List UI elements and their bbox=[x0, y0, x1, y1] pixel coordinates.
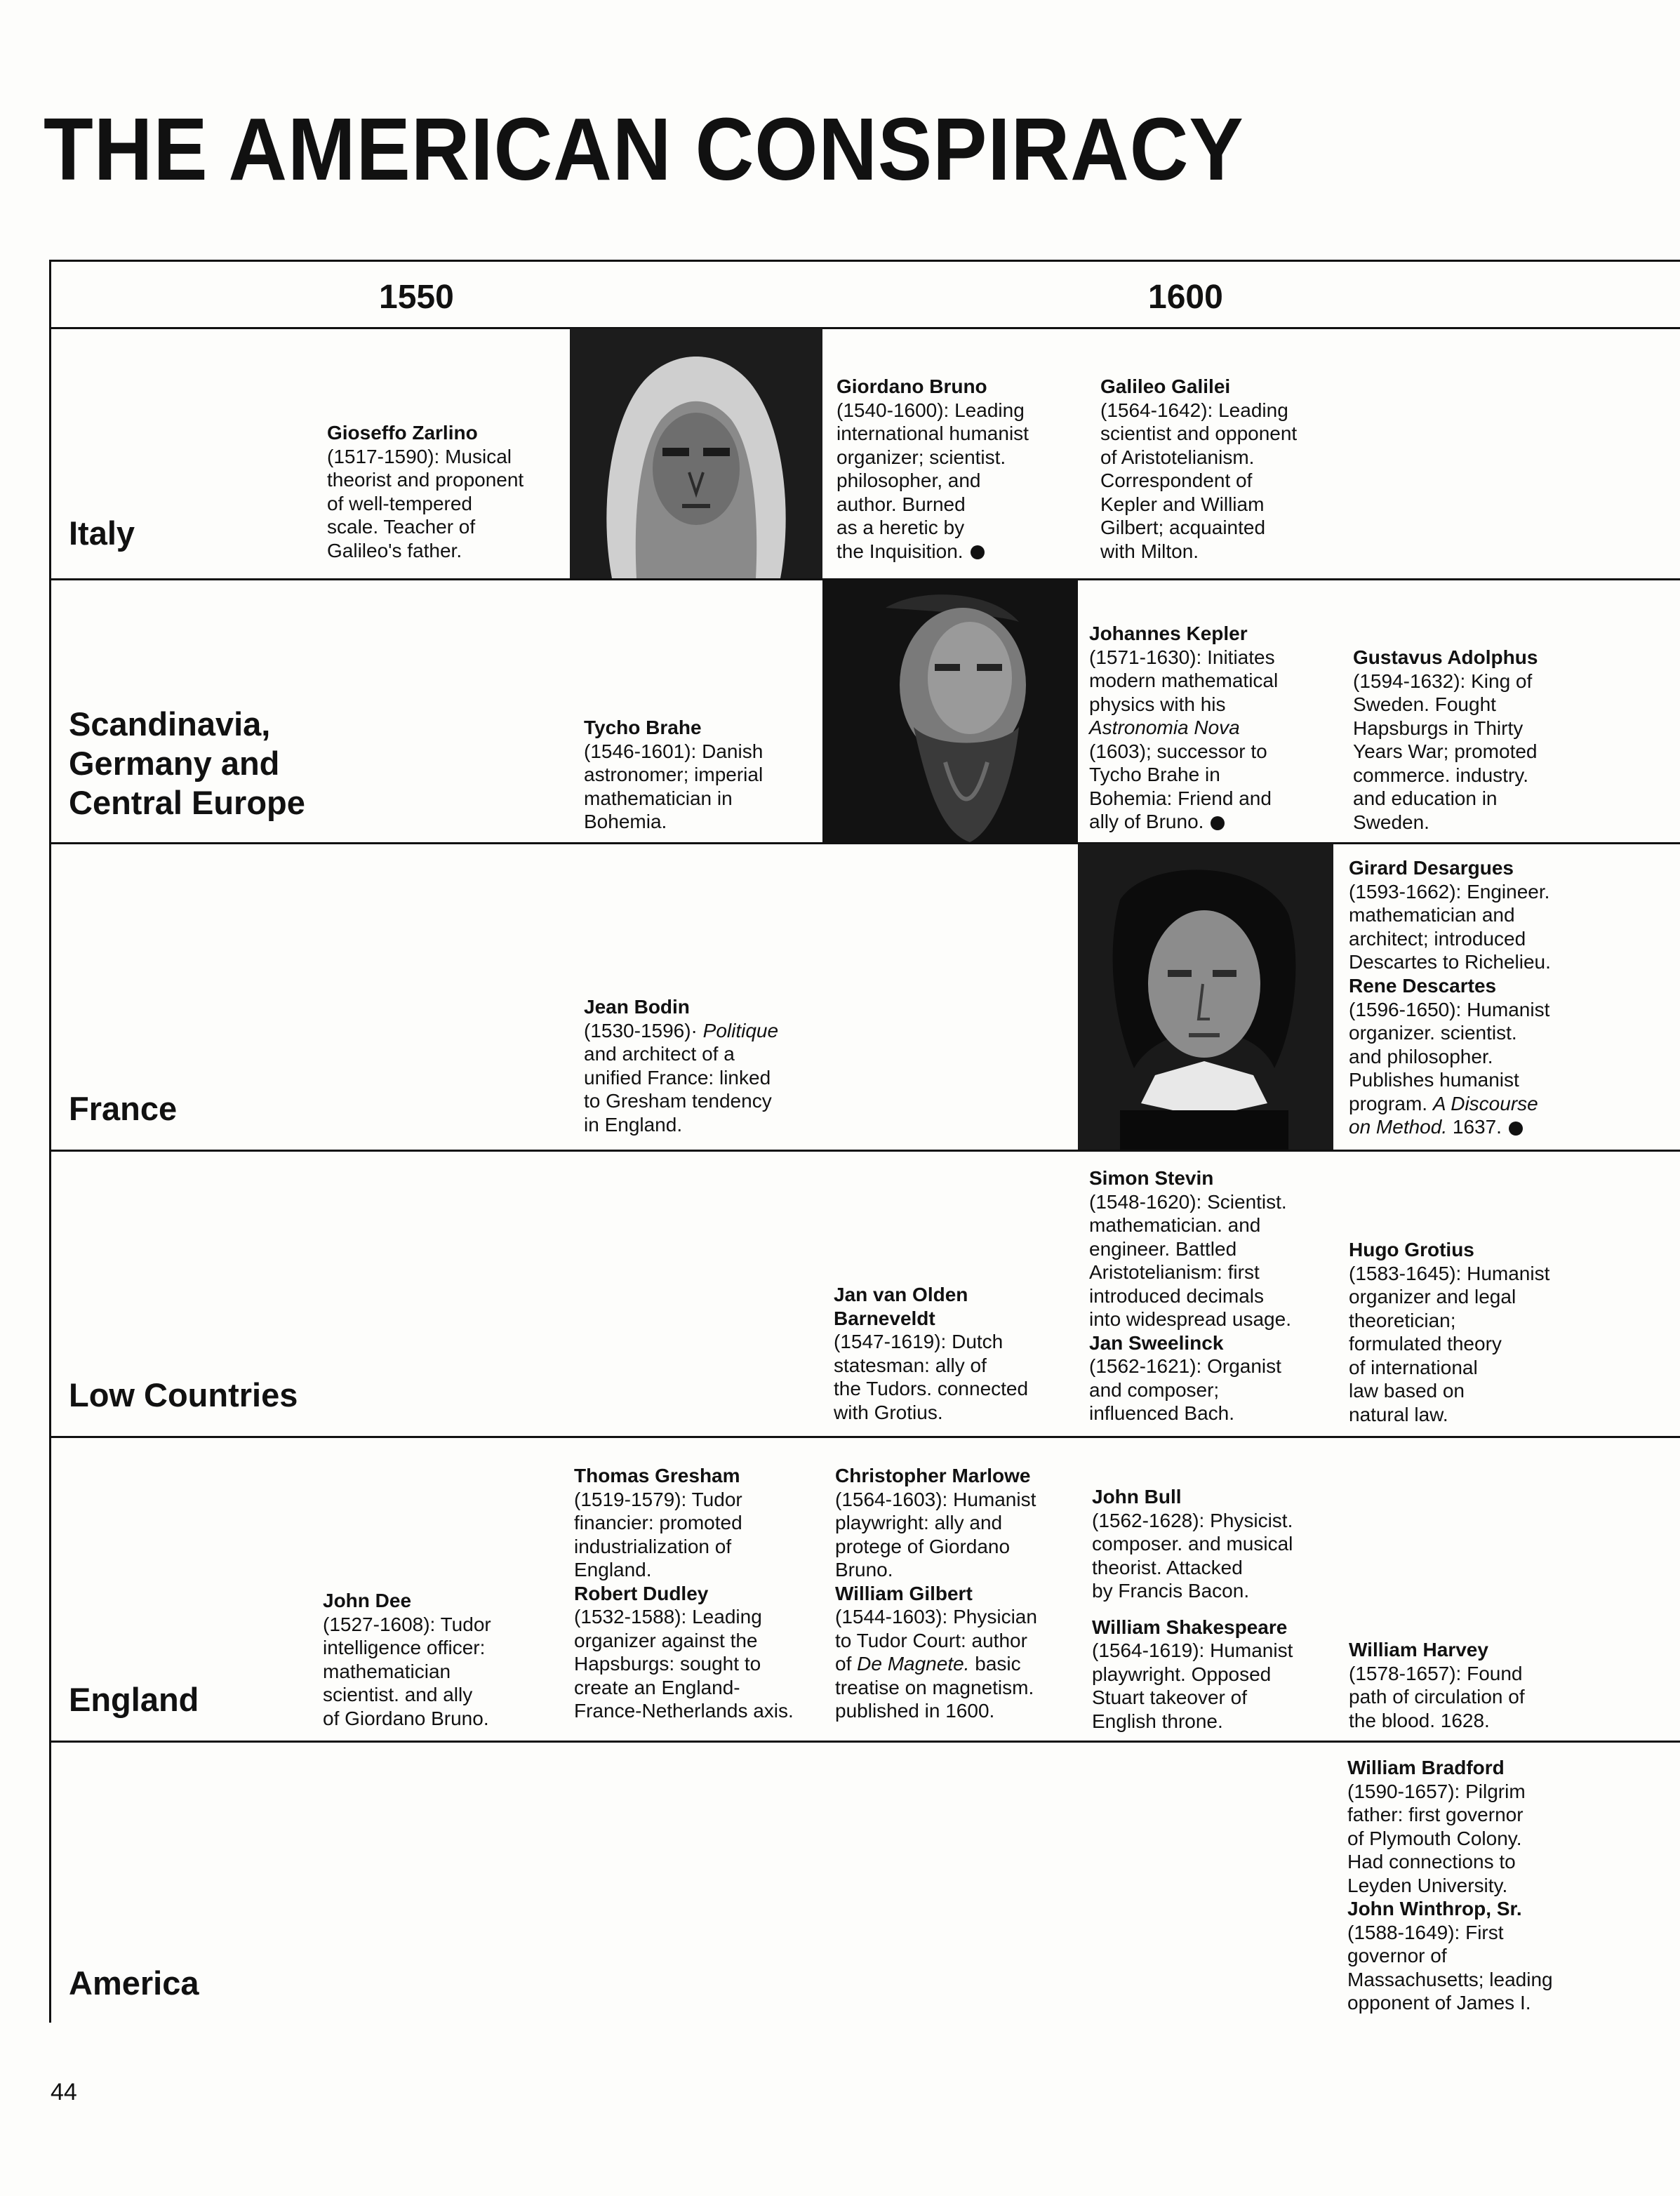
row-divider bbox=[49, 1741, 1680, 1743]
man-with-collar-portrait bbox=[1078, 844, 1333, 1150]
year-1550: 1550 bbox=[379, 279, 454, 316]
entry-brahe bbox=[584, 716, 763, 834]
entry-name: Jan Sweelinck bbox=[1089, 1331, 1224, 1354]
entry-name: John Bull bbox=[1092, 1486, 1182, 1508]
entry-description: (1571-1630): Initiates modern mathematical physics with his Astronomia Nova (1603); successor to Tycho Brahe in Bohemia: Friend and ally of Bruno. bbox=[1089, 646, 1279, 832]
entry-bruno bbox=[836, 375, 1029, 563]
entry-description: (1564-1603): Humanist playwright: ally and protege of Giordano Bruno. bbox=[835, 1488, 1036, 1581]
entry-name: John Dee bbox=[323, 1590, 412, 1611]
entry-name: Jean Bodin bbox=[584, 996, 690, 1018]
entry-description: (1596-1650): Humanist organizer. scientist. and philosopher. Publishes humanist program. A Discourse on Method. 1637. bbox=[1349, 998, 1550, 1138]
entry-description: (1519-1579): Tudor financier: promoted industrialization of England. bbox=[574, 1488, 742, 1581]
man-with-collar-icon bbox=[1078, 844, 1333, 1150]
entry-description: (1594-1632): King of Sweden. Fought Hapsburgs in Thirty Years War; promoted commerce. industry. and education in Sweden. bbox=[1353, 670, 1538, 833]
entry-description: (1562-1621): Organist and composer; influenced Bach. bbox=[1089, 1355, 1281, 1424]
entry-name: Girard Desargues bbox=[1349, 857, 1514, 879]
entry-name: Jan van Olden Barneveldt bbox=[834, 1284, 968, 1329]
entry-galilei bbox=[1100, 375, 1297, 563]
entry-description: (1547-1619): Dutch statesman: ally of the Tudors. connected with Grotius. bbox=[834, 1331, 1029, 1423]
page-number: 44 bbox=[51, 2079, 77, 2105]
entry-description: (1583-1645): Humanist organizer and legal theoretician; formulated theory of international law based on natural law. bbox=[1349, 1262, 1550, 1425]
entry-name: Robert Dudley bbox=[574, 1582, 709, 1604]
entry-bradford bbox=[1347, 1756, 1553, 2015]
region-america: America bbox=[69, 1964, 199, 2002]
entry-name: Gioseffo Zarlino bbox=[327, 422, 478, 444]
row-divider bbox=[49, 842, 1680, 844]
bullet-dot-icon bbox=[971, 545, 985, 559]
entry-grotius bbox=[1349, 1238, 1549, 1426]
hooded-figure-icon bbox=[570, 328, 822, 578]
entry-descartes bbox=[1349, 974, 1549, 1139]
entry-name: Tycho Brahe bbox=[584, 717, 702, 738]
entry-description: (1564-1642): Leading scientist and opponent of Aristotelianism. Correspondent of Kepler and William Gilbert; acquainted with Milton. bbox=[1100, 399, 1298, 562]
entry-name: William Shakespeare bbox=[1092, 1616, 1288, 1638]
entry-description: (1530-1596)· Politique and architect of a unified France: linked to Gresham tendency in England. bbox=[584, 1019, 779, 1136]
region-france: France bbox=[69, 1090, 178, 1127]
page-title: THE AMERICAN CONSPIRACY bbox=[44, 100, 1244, 199]
region-italy: Italy bbox=[69, 514, 135, 552]
entry-description: (1590-1657): Pilgrim father: first governor of Plymouth Colony. Had connections to Leyden University. bbox=[1347, 1780, 1526, 1896]
entry-name: John Winthrop, Sr. bbox=[1347, 1898, 1522, 1919]
entry-zarlino bbox=[327, 421, 524, 562]
entry-marlowe bbox=[835, 1464, 1037, 1723]
region-low-countries: Low Countries bbox=[69, 1376, 298, 1413]
entry-bull bbox=[1092, 1485, 1293, 1733]
bullet-dot-icon bbox=[1211, 816, 1225, 830]
bullet-dot-icon bbox=[1509, 1122, 1523, 1136]
entry-description: (1593-1662): Engineer. mathematician and architect; introduced Descartes to Richelieu. bbox=[1349, 880, 1551, 973]
entry-description: (1588-1649): First governor of Massachusetts; leading opponent of James I. bbox=[1347, 1921, 1553, 2014]
region-england: England bbox=[69, 1681, 199, 1718]
entry-name: Giordano Bruno bbox=[836, 375, 987, 397]
entry-description: (1546-1601): Danish astronomer; imperial mathematician in Bohemia. bbox=[584, 740, 764, 832]
entry-desargues bbox=[1349, 856, 1551, 974]
entry-adolphus bbox=[1353, 646, 1538, 834]
hooded-figure-portrait bbox=[570, 328, 822, 578]
entry-kepler bbox=[1089, 622, 1278, 834]
entry-description: (1517-1590): Musical theorist and proponent of well-tempered scale. Teacher of Galileo's father. bbox=[327, 445, 524, 561]
entry-name: Christopher Marlowe bbox=[835, 1465, 1031, 1486]
entry-description: (1540-1600): Leading international humanist organizer; scientist. philosopher, and author. Burned as a heretic by the Inquisition. bbox=[836, 399, 1029, 562]
entry-harvey bbox=[1349, 1638, 1525, 1732]
entry-name: Galileo Galilei bbox=[1100, 375, 1231, 397]
entry-name: William Bradford bbox=[1347, 1757, 1505, 1778]
entry-description: (1578-1657): Found path of circulation of the blood. 1628. bbox=[1349, 1662, 1525, 1731]
entry-name: Johannes Kepler bbox=[1089, 623, 1248, 644]
row-divider bbox=[49, 1150, 1680, 1152]
row-divider bbox=[49, 1436, 1680, 1438]
bearded-man-portrait bbox=[822, 580, 1078, 842]
entry-description: (1562-1628): Physicist. composer. and musical theorist. Attacked by Francis Bacon. bbox=[1092, 1509, 1293, 1602]
entry-dee bbox=[323, 1589, 491, 1730]
year-1600: 1600 bbox=[1148, 279, 1223, 316]
header-divider bbox=[49, 327, 1680, 329]
bearded-man-icon bbox=[822, 580, 1078, 842]
entry-name: Simon Stevin bbox=[1089, 1167, 1214, 1189]
entry-stevin bbox=[1089, 1166, 1291, 1425]
entry-bodin bbox=[584, 995, 778, 1136]
entry-name: Rene Descartes bbox=[1349, 975, 1497, 997]
entry-name: Thomas Gresham bbox=[574, 1465, 740, 1486]
entry-name: William Gilbert bbox=[835, 1582, 973, 1604]
entry-description: (1527-1608): Tudor intelligence officer: mathematician scientist. and ally of Giordano Bruno. bbox=[323, 1613, 491, 1729]
entry-description: (1548-1620): Scientist. mathematician. and engineer. Battled Aristotelianism: first introduced decimals into widespread usage. bbox=[1089, 1190, 1291, 1330]
entry-description: (1532-1588): Leading organizer against the Hapsburgs: sought to create an England- France-Netherlands axis. bbox=[574, 1606, 794, 1722]
entry-name: Hugo Grotius bbox=[1349, 1239, 1474, 1260]
entry-description: (1564-1619): Humanist playwright. Opposed Stuart takeover of English throne. bbox=[1092, 1639, 1293, 1732]
region-scandinavia: Scandinavia, Germany and Central Europe bbox=[69, 705, 305, 821]
entry-barneveldt bbox=[834, 1283, 1028, 1424]
entry-name: William Harvey bbox=[1349, 1639, 1488, 1661]
entry-name: Gustavus Adolphus bbox=[1353, 646, 1538, 668]
entry-description: (1544-1603): Physician to Tudor Court: author of De Magnete. basic treatise on magnetism. published in 1600. bbox=[835, 1606, 1037, 1722]
entry-gresham bbox=[574, 1464, 794, 1723]
